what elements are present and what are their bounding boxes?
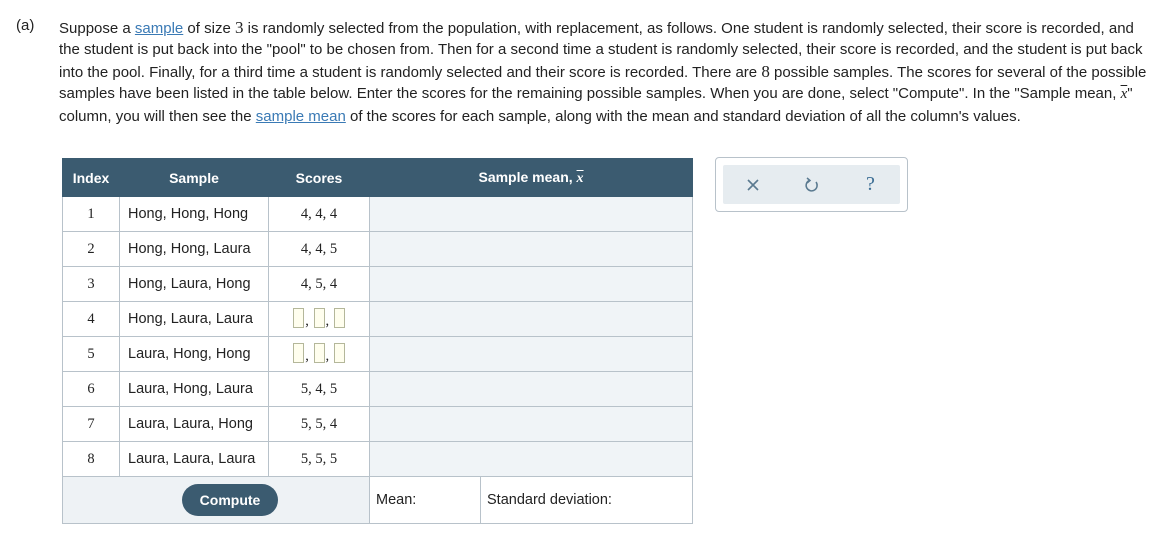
part-label: (a): [16, 17, 35, 34]
score-input-3[interactable]: [334, 343, 345, 363]
score-separator: ,: [325, 313, 330, 329]
sample-link[interactable]: sample: [134, 20, 184, 37]
score-input-2[interactable]: [314, 343, 325, 363]
row-index: 8: [63, 442, 120, 477]
score-input-2[interactable]: [314, 308, 325, 328]
score-separator: ,: [325, 348, 330, 364]
sample-mean-header-symbol: x: [576, 170, 584, 186]
table-footer-row: [63, 477, 693, 524]
row-index: 5: [63, 337, 120, 372]
row-sample-mean: [370, 267, 693, 302]
score-separator: ,: [305, 348, 309, 364]
mean-footer: Mean:: [370, 477, 481, 524]
row-scores: 5, 4, 5: [269, 372, 370, 407]
table-row: [63, 372, 693, 407]
x-bar-symbol: x: [1120, 86, 1128, 103]
sample-size-value: 3: [234, 18, 244, 37]
question-text: [59, 17, 1151, 127]
table-row: [63, 302, 693, 337]
row-index: 3: [63, 267, 120, 302]
row-scores-inputs: [269, 337, 370, 372]
undo-icon[interactable]: [796, 169, 828, 201]
samples-table: [62, 158, 693, 524]
row-sample-mean: [370, 337, 693, 372]
table-row: [63, 442, 693, 477]
row-sample: Laura, Laura, Laura: [120, 442, 269, 477]
close-icon[interactable]: [737, 169, 769, 201]
compute-cell: [63, 477, 370, 524]
question-text-5: " column, you will then see the: [59, 85, 1133, 125]
table-row: [63, 267, 693, 302]
row-scores: 4, 4, 4: [269, 197, 370, 232]
row-index: 1: [63, 197, 120, 232]
row-sample: Hong, Laura, Hong: [120, 267, 269, 302]
row-sample: Laura, Hong, Hong: [120, 337, 269, 372]
table-row: [63, 197, 693, 232]
compute-button[interactable]: Compute: [182, 484, 278, 516]
row-index: 2: [63, 232, 120, 267]
toolbar-buttons: [723, 165, 900, 204]
row-sample-mean: [370, 197, 693, 232]
row-index: 4: [63, 302, 120, 337]
sample-mean-header-label: Sample mean,: [478, 168, 577, 185]
table-header-row: [63, 159, 693, 197]
row-sample: Hong, Hong, Hong: [120, 197, 269, 232]
row-sample: Hong, Hong, Laura: [120, 232, 269, 267]
score-input-1[interactable]: [293, 308, 304, 328]
row-sample: Laura, Hong, Laura: [120, 372, 269, 407]
score-input-3[interactable]: [334, 308, 345, 328]
question-text-2: of size: [183, 20, 235, 37]
row-sample-mean: [370, 442, 693, 477]
row-scores: 4, 5, 4: [269, 267, 370, 302]
row-scores: 5, 5, 4: [269, 407, 370, 442]
index-header: Index: [63, 159, 120, 197]
standard-deviation-footer: Standard deviation:: [481, 477, 693, 524]
row-index: 6: [63, 372, 120, 407]
answer-toolbar: [715, 157, 908, 212]
row-scores-inputs: [269, 302, 370, 337]
sample-mean-link[interactable]: sample mean: [255, 107, 346, 125]
question-text-6: of the scores for each sample, along with the mean and standard deviation of all the column's values.: [345, 107, 1021, 125]
score-separator: ,: [305, 313, 309, 329]
question-text-4: possible samples. The scores for several of the possible samples have been listed in the table below. Enter the scores for the remaining possible samples. When you are done, select "Compute". In the "Sample mean,: [59, 63, 1147, 103]
table-row: [63, 232, 693, 267]
row-scores: 5, 5, 5: [269, 442, 370, 477]
row-sample-mean: [370, 302, 693, 337]
row-sample-mean: [370, 407, 693, 442]
sample-mean-header: [370, 159, 693, 197]
row-sample-mean: [370, 372, 693, 407]
scores-header: Scores: [269, 159, 370, 197]
sample-count-value: 8: [761, 61, 770, 81]
sample-header: Sample: [120, 159, 269, 197]
question-text-3: is randomly selected from the population, with replacement, as follows. One student is randomly selected, their score is recorded, and the student is put back into the "pool" to be chosen from. Then for a second time a student is randomly selected, their score is recorded, and the student is put back into the pool. Finally, for a third time a student is randomly selected and their score is recorded. There are: [59, 20, 1143, 81]
table-row: [63, 407, 693, 442]
question-text-1: Suppose a: [59, 20, 135, 37]
table-row: [63, 337, 693, 372]
row-sample: Laura, Laura, Hong: [120, 407, 269, 442]
row-sample-mean: [370, 232, 693, 267]
row-scores: 4, 4, 5: [269, 232, 370, 267]
score-input-1[interactable]: [293, 343, 304, 363]
help-icon[interactable]: ?: [866, 173, 875, 195]
row-index: 7: [63, 407, 120, 442]
row-sample: Hong, Laura, Laura: [120, 302, 269, 337]
